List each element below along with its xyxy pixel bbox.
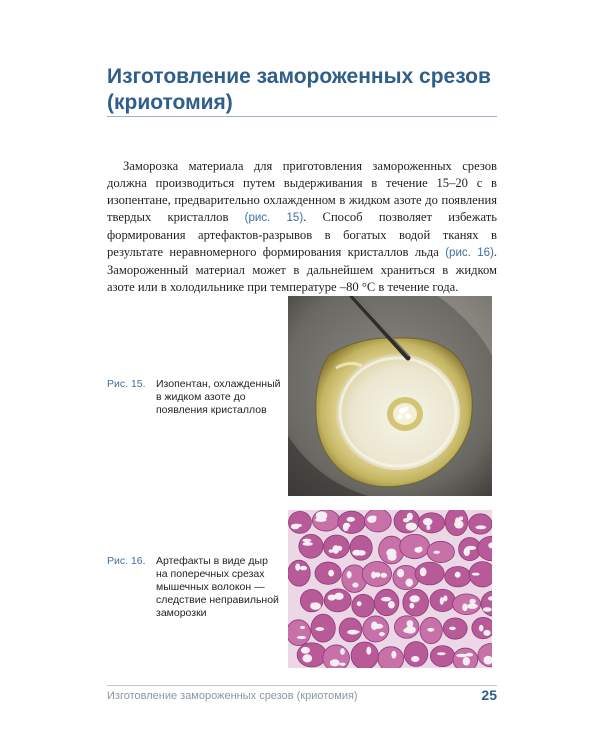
figure-16-caption-text: Артефакты в виде дыр на поперечных срезах мышечных волокон — следствие неправильной заморозки	[156, 555, 279, 619]
muscle-cross-section-photo	[288, 510, 492, 668]
figure-16-caption	[107, 555, 287, 625]
figure-reference-16[interactable]: (рис. 16)	[445, 247, 494, 259]
page-title: Изготовление замороженных срезов (криотомия)	[107, 65, 491, 114]
title-divider	[107, 116, 497, 117]
body-text-part-2: . Способ позволяет избежать формирования артефактов-разрывов в богатых водой тканях в результате неравномерного формирования кристаллов льда	[107, 210, 497, 259]
isopentane-photo	[288, 296, 492, 496]
figure-15-caption	[107, 378, 287, 422]
body-text-part-1: Заморозка материала для приготовления замороженных срезов должна производиться путем выдерживания в течение 15–20 с в изопентане, предварительно охлажденном в жидком азоте до появления твердых кристаллов	[107, 159, 497, 224]
page-number: 25	[481, 687, 497, 703]
figure-15-caption-text: Изопентан, охлажденный в жидком азоте до появления кристаллов	[156, 378, 281, 416]
figure-15-image	[288, 296, 492, 496]
figure-16-image	[288, 510, 492, 668]
running-footer-title: Изготовление замороженных срезов (криотомия)	[107, 690, 358, 702]
figure-16-label: Рис. 16.	[107, 555, 146, 567]
figure-reference-15[interactable]: (рис. 15)	[244, 212, 304, 224]
footer-divider	[107, 685, 497, 686]
figure-15-label: Рис. 15.	[107, 378, 146, 390]
body-paragraph	[107, 158, 497, 296]
body-text-part-3: . Замороженный материал может в дальнейшем храниться в жидком азоте или в холодильнике при температуре –80 °С в течение года.	[107, 245, 497, 294]
